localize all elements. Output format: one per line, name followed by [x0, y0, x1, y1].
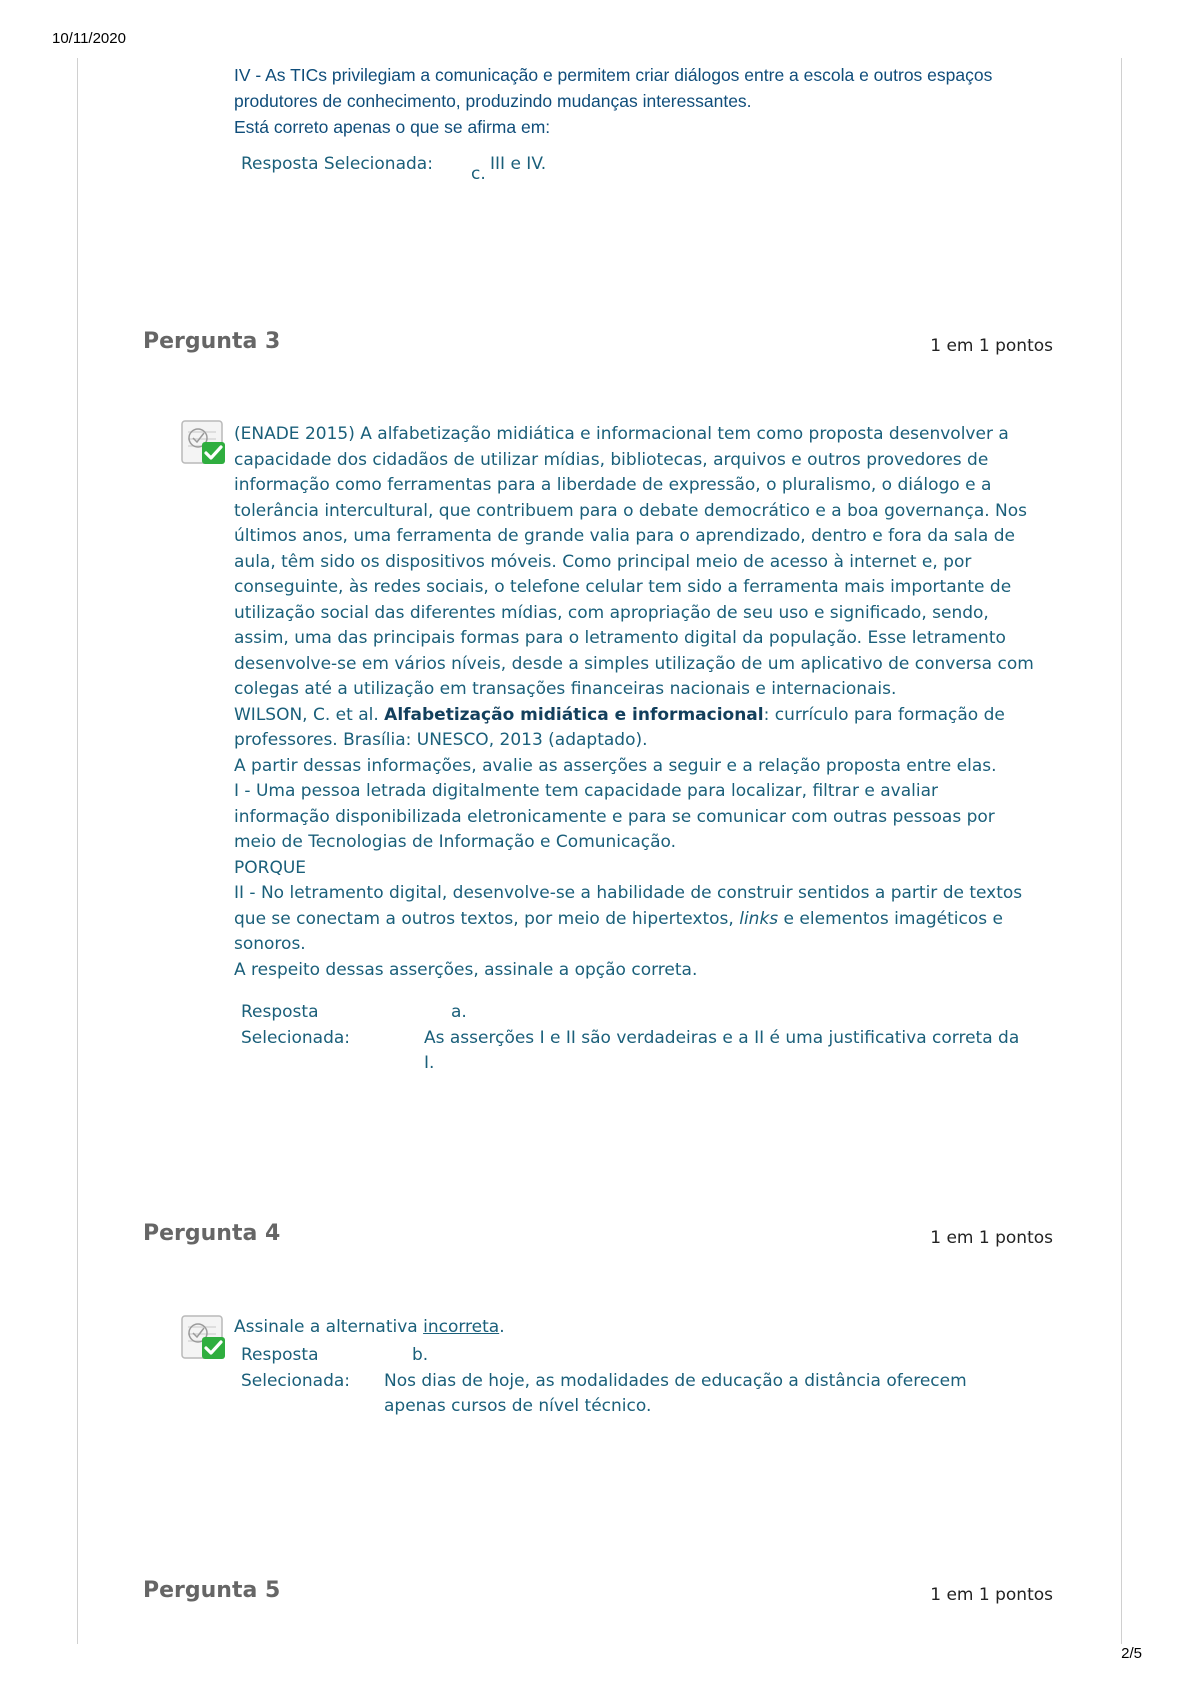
question3-title: Pergunta 3	[143, 329, 281, 354]
question3-instruction: A partir dessas informações, avalie as asserções a seguir e a relação proposta entre elas.	[234, 755, 997, 776]
question3-paragraph: (ENADE 2015) A alfabetização midiática e informacional tem como proposta desenvolver a capacidade dos cidadãos de utilizar mídias, bibliotecas, arquivos e outros provedores de informação como ferramentas para a liberdade de expressão, o pluralismo, o diálogo e a tolerância intercultural, que contribuem para o debate democrático e a boa governança. Nos últimos anos, uma ferramenta de grande valia para o aprendizado, dentro e fora da sala de aula, têm sido os dispositivos móveis. Como principal meio de acesso à internet e, por conseguinte, às redes sociais, o telefone celular tem sido a ferramenta mais importante de utilização social das diferentes mídias, com apropriação de seu uso e significado, sendo, assim, uma das principais formas para o letramento digital da população. Esse letramento desenvolve-se em vários níveis, desde a simples utilização de um aplicativo de conversa com colegas até a utilização em transações financeiras nacionais e internacionais.	[234, 424, 1034, 699]
response-label: Resposta Selecionada:	[241, 154, 433, 174]
question3-response	[241, 1000, 1031, 1080]
correct-check-icon	[180, 418, 228, 468]
response-letter: c.	[471, 164, 486, 184]
content-border-left	[77, 58, 78, 1644]
response-value: III e IV.	[490, 154, 547, 174]
response-label: Resposta Selecionada:	[241, 1002, 351, 1048]
print-date: 10/11/2020	[52, 30, 126, 47]
question4-response	[241, 1343, 1001, 1423]
question3-closing: A respeito dessas asserções, assinale a opção correta.	[234, 959, 698, 980]
assertion-i: I - Uma pessoa letrada digitalmente tem capacidade para localizar, filtrar e avaliar informação disponibilizada eletronicamente e para se comunicar com outras pessoas por meio de Tecnologias de Informação e Comunicação.	[234, 781, 995, 852]
citation-title: Alfabetização midiática e informacional	[384, 704, 764, 725]
question2-text	[234, 62, 994, 140]
response-label: Resposta Selecionada:	[241, 1345, 351, 1391]
page-number: 2/5	[1121, 1645, 1142, 1662]
response-letter: a.	[451, 1002, 467, 1022]
question5-points: 1 em 1 pontos	[930, 1585, 1053, 1605]
content-border-right	[1121, 58, 1122, 1644]
response-answer	[424, 1000, 1024, 1077]
response-value: As asserções I e II são verdadeiras e a II é uma justificativa correta da I.	[424, 1027, 1020, 1073]
response-letter: b.	[412, 1345, 429, 1365]
assertion-ii: II - No letramento digital, desenvolve-se a habilidade de construir sentidos a partir de textos que se conectam a outros textos, por meio de hipertextos, links e elementos imagéticos e sonoros.	[234, 883, 1023, 954]
question3-citation: WILSON, C. et al. Alfabetização midiática e informacional: currículo para formação de professores. Brasília: UNESCO, 2013 (adaptado).	[234, 704, 1005, 750]
correct-check-icon	[180, 1313, 228, 1363]
porque-label: PORQUE	[234, 857, 307, 878]
question2-prompt: Está correto apenas o que se afirma em:	[234, 117, 551, 137]
question3-body	[234, 422, 1034, 983]
question4-prompt: Assinale a alternativa incorreta.	[234, 1317, 505, 1337]
question4-title: Pergunta 4	[143, 1221, 281, 1246]
question4-points: 1 em 1 pontos	[930, 1228, 1053, 1248]
statement-iv: IV - As TICs privilegiam a comunicação e permitem criar diálogos entre a escola e outros espaços produtores de conhecimento, produzindo mudanças interessantes.	[234, 65, 993, 111]
response-value: Nos dias de hoje, as modalidades de educação a distância oferecem apenas cursos de nível técnico.	[384, 1370, 967, 1416]
question5-title: Pergunta 5	[143, 1578, 281, 1603]
incorreta-emphasis: incorreta	[423, 1317, 500, 1337]
question3-points: 1 em 1 pontos	[930, 336, 1053, 356]
response-answer	[384, 1343, 984, 1420]
